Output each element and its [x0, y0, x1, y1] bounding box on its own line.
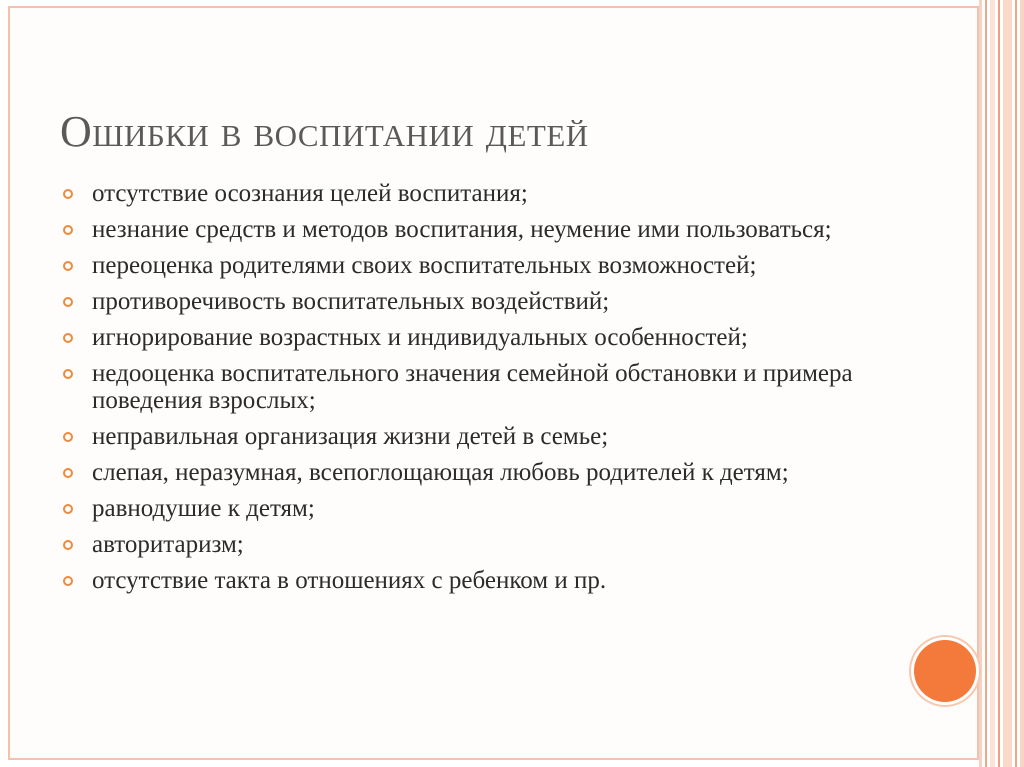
- list-item: [62, 495, 892, 522]
- list-item: [62, 324, 892, 351]
- list-item-text: отсутствие осознания целей воспитания;: [92, 180, 528, 207]
- list-item: [62, 459, 892, 486]
- list-item-text: слепая, неразумная, всепоглощающая любовь родителей к детям;: [92, 459, 789, 486]
- circle-bullet-icon: [63, 369, 73, 379]
- bullet-list: [62, 180, 892, 603]
- stripe: [979, 0, 982, 767]
- circle-bullet-icon: [63, 225, 73, 235]
- list-item-text: незнание средств и методов воспитания, неумение ими пользоваться;: [92, 216, 832, 243]
- circle-bullet-icon: [63, 297, 73, 307]
- list-item: [62, 252, 892, 279]
- list-item-text: недооценка воспитательного значения семейной обстановки и примера поведения взрослых;: [92, 360, 853, 414]
- stripe: [998, 0, 1000, 767]
- list-item: [62, 360, 892, 414]
- list-item: [62, 423, 892, 450]
- list-item-text: переоценка родителями своих воспитательных возможностей;: [92, 252, 757, 279]
- circle-bullet-icon: [63, 504, 73, 514]
- list-item-text: противоречивость воспитательных воздействий;: [92, 288, 610, 315]
- stripe: [1015, 0, 1017, 767]
- circle-bullet-icon: [63, 576, 73, 586]
- stripe: [1003, 0, 1012, 767]
- list-item: [62, 180, 892, 207]
- circle-bullet-icon: [63, 540, 73, 550]
- circle-bullet-icon: [63, 261, 73, 271]
- stripe: [985, 0, 987, 767]
- list-item: [62, 288, 892, 315]
- list-item-text: неправильная организация жизни детей в семье;: [92, 423, 609, 450]
- orange-circle-decoration: [914, 640, 976, 702]
- circle-bullet-icon: [63, 432, 73, 442]
- list-item: [62, 567, 892, 594]
- list-item: [62, 216, 892, 243]
- list-item-text: равнодушие к детям;: [92, 495, 315, 522]
- circle-bullet-icon: [63, 333, 73, 343]
- decorative-stripes: [979, 0, 1024, 767]
- list-item-text: авторитаризм;: [92, 531, 244, 558]
- list-item-text: игнорирование возрастных и индивидуальных особенностей;: [92, 324, 748, 351]
- list-item: [62, 531, 892, 558]
- list-item-text: отсутствие такта в отношениях с ребенком и пр.: [92, 567, 607, 594]
- stripe: [990, 0, 995, 767]
- slide-title: Ошибки в воспитании детей: [60, 107, 589, 156]
- circle-bullet-icon: [63, 468, 73, 478]
- circle-bullet-icon: [63, 189, 73, 199]
- stripe: [1020, 0, 1024, 767]
